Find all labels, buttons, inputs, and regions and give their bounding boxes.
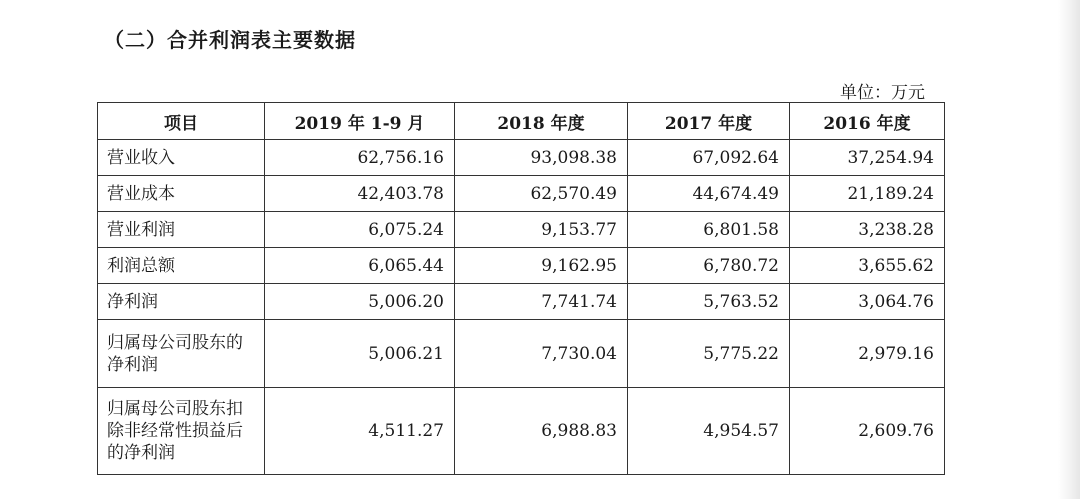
row-label: 利润总额 [98,248,265,284]
table-cell: 5,763.52 [628,284,790,320]
table-row [98,248,945,284]
row-label: 归属母公司股东的净利润 [98,320,265,388]
table-cell: 7,730.04 [455,320,628,388]
table-cell: 9,162.95 [455,248,628,284]
table-cell: 6,075.24 [265,212,455,248]
row-label: 营业利润 [98,212,265,248]
table-cell: 5,006.20 [265,284,455,320]
table-cell: 67,092.64 [628,140,790,176]
table-cell: 6,780.72 [628,248,790,284]
table-cell: 4,511.27 [265,388,455,475]
row-label: 净利润 [98,284,265,320]
table-cell: 7,741.74 [455,284,628,320]
header-2018: 2018 年度 [455,103,628,140]
table-row [98,212,945,248]
row-label: 营业收入 [98,140,265,176]
table-cell: 21,189.24 [790,176,945,212]
table-row [98,140,945,176]
table-cell: 93,098.38 [455,140,628,176]
table-cell: 6,801.58 [628,212,790,248]
table-cell: 2,979.16 [790,320,945,388]
table-row [98,388,945,475]
table-cell: 62,570.49 [455,176,628,212]
table-cell: 3,238.28 [790,212,945,248]
table-cell: 6,988.83 [455,388,628,475]
table-cell: 5,006.21 [265,320,455,388]
table-cell: 44,674.49 [628,176,790,212]
page-edge-shadow [1058,0,1080,499]
table-cell: 42,403.78 [265,176,455,212]
row-label: 营业成本 [98,176,265,212]
section-title: （二）合并利润表主要数据 [104,28,356,52]
table-cell: 4,954.57 [628,388,790,475]
table-cell: 9,153.77 [455,212,628,248]
header-2016: 2016 年度 [790,103,945,140]
header-2017: 2017 年度 [628,103,790,140]
income-statement-table [97,102,945,475]
table-cell: 62,756.16 [265,140,455,176]
unit-label: 单位：万元 [840,83,925,103]
table-header-row [98,103,945,140]
table-cell: 37,254.94 [790,140,945,176]
table-cell: 2,609.76 [790,388,945,475]
table-row [98,284,945,320]
row-label: 归属母公司股东扣除非经常性损益后的净利润 [98,388,265,475]
table-row [98,320,945,388]
table-cell: 3,064.76 [790,284,945,320]
table-cell: 3,655.62 [790,248,945,284]
table-cell: 6,065.44 [265,248,455,284]
header-item: 项目 [98,103,265,140]
table-cell: 5,775.22 [628,320,790,388]
header-2019-q1-q3: 2019 年 1-9 月 [265,103,455,140]
table-row [98,176,945,212]
